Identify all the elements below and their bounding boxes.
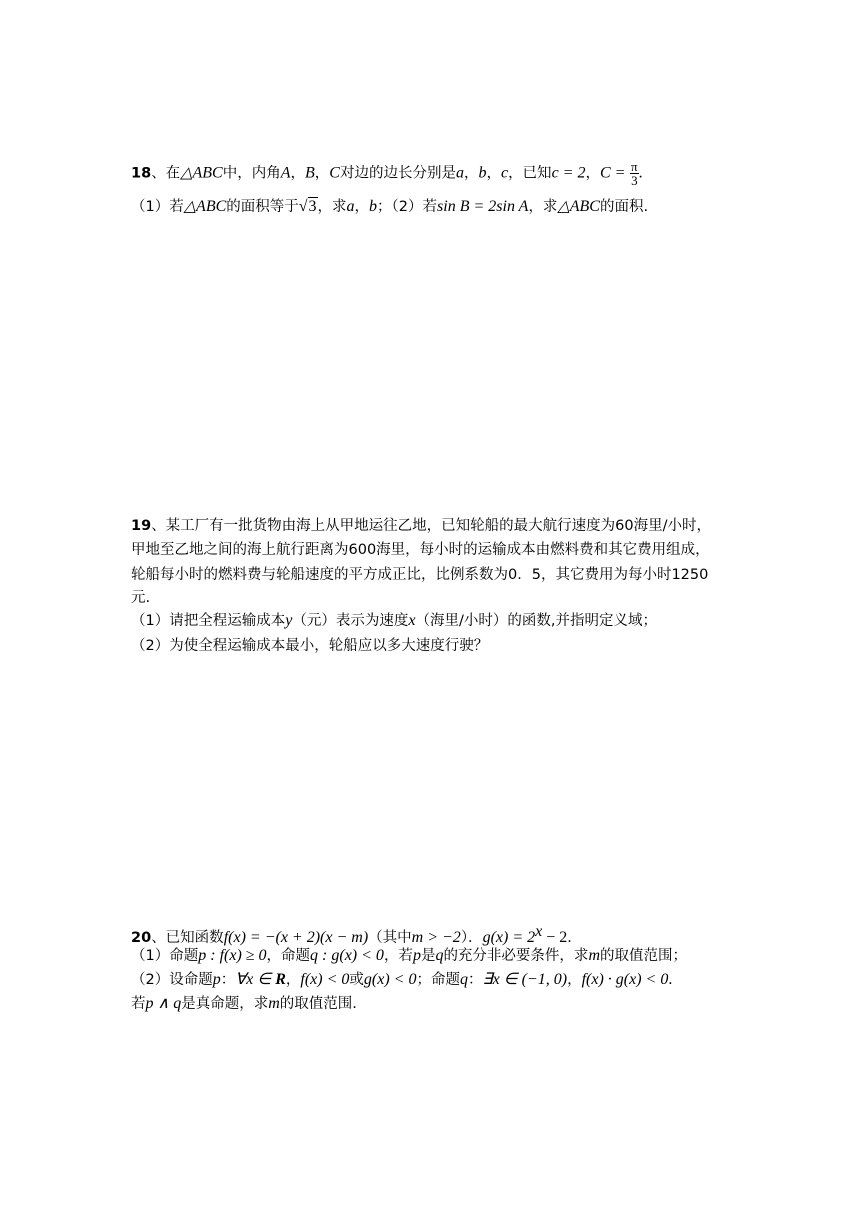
q18-line2: （1）若△ABC的面积等于√3，求a，b；（2）若sin B = 2sin A，求△ABC的面积. [131, 198, 649, 215]
q20-line4: 若p ∧ q是真命题，求m的取值范围. [131, 995, 357, 1012]
q19-line1: 19、某工厂有一批货物由海上从甲地运往乙地，已知轮船的最大航行速度为60海里/小时， [131, 518, 712, 534]
q20-line2: （1）命题p : f(x) ≥ 0，命题q : g(x) < 0，若p是q的充分非必要条件，求m的取值范围； [131, 947, 687, 964]
q19-line4: 元. [131, 590, 151, 606]
q19-line6: （2）为使全程运输成本最小，轮船应以多大速度行驶？ [131, 638, 489, 654]
sqrt-3: √3 [298, 198, 317, 215]
q20-line3: （2）设命题p：∀x ∈ R，f(x) < 0或g(x) < 0；命题q：∃x ∈ (−1, 0)，f(x) · g(x) < 0. [131, 971, 673, 988]
q20-line1: 20、已知函数f(x) = −(x + 2)(x − m)（其中m > −2）．$g(x) = 2^x - 2$． [131, 923, 582, 946]
q19-number: 19 [131, 518, 152, 534]
q19-line2: 甲地至乙地之间的海上航行距离为600海里，每小时的运输成本由燃料费和其它费用组成， [131, 542, 710, 558]
q19-line5: （1）请把全程运输成本y（元）表示为速度x（海里/小时）的函数,并指明定义域； [131, 612, 657, 629]
q19-line3: 轮船每小时的燃料费与轮船速度的平方成正比，比例系数为0．5，其它费用为每小时1250 [131, 567, 709, 583]
q18-number: 18 [131, 165, 152, 182]
q20-number: 20 [131, 929, 152, 946]
pi-over-3-fraction: $\frac{\pi}{3}$ [631, 159, 638, 188]
q18-line1: 18、在△ABC中，内角A，B，C对边的边长分别是a，b，c，已知c = 2，C = $\frac{\pi}{3}$ . [131, 159, 643, 188]
